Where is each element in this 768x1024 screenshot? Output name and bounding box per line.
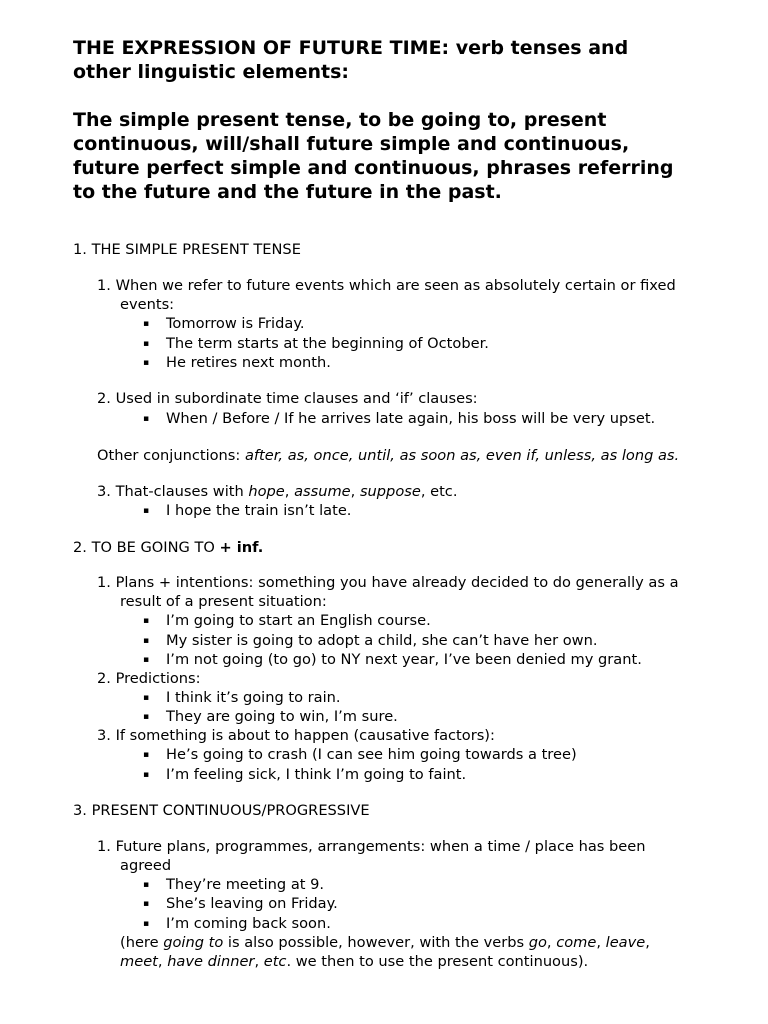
bullet-icon: ▪	[143, 919, 150, 929]
bullet-icon: ▪	[143, 655, 150, 665]
list-item: ▪ My sister is going to adopt a child, she can’t have her own.	[143, 632, 598, 649]
bullet-icon: ▪	[143, 616, 150, 626]
title-line-2: other linguistic elements:	[73, 61, 349, 83]
bullet-icon: ▪	[143, 880, 150, 890]
document-title	[73, 36, 753, 84]
section-3-item-1: 1. Future plans, programmes, arrangements: when a time / place has been	[97, 838, 646, 855]
subtitle-line-3: future perfect simple and continuous, phrases referring	[73, 157, 674, 179]
section-1-item-1: 1. When we refer to future events which are seen as absolutely certain or fixed	[97, 277, 676, 294]
list-item: ▪ I’m not going (to go) to NY next year, I’ve been denied my grant.	[143, 651, 642, 668]
section-1-heading: 1. THE SIMPLE PRESENT TENSE	[73, 241, 301, 258]
section-3-item-1-cont: agreed	[120, 857, 172, 874]
list-item: ▪ I think it’s going to rain.	[143, 689, 341, 706]
bullet-icon: ▪	[143, 636, 150, 646]
section-3-heading: 3. PRESENT CONTINUOUS/PROGRESSIVE	[73, 802, 370, 819]
bullet-icon: ▪	[143, 506, 150, 516]
section-3-note-line-2: meet, have dinner, etc. we then to use the present continuous).	[120, 953, 589, 970]
bullet-icon: ▪	[143, 339, 150, 349]
bullet-icon: ▪	[143, 693, 150, 703]
list-item: ▪ I’m coming back soon.	[143, 915, 331, 932]
section-1-item-2: 2. Used in subordinate time clauses and ‘if’ clauses:	[97, 390, 478, 407]
section-2-item-2: 2. Predictions:	[97, 670, 201, 687]
bullet-icon: ▪	[143, 770, 150, 780]
conjunctions-note: Other conjunctions: after, as, once, until, as soon as, even if, unless, as long as.	[97, 447, 680, 464]
subtitle-line-1: The simple present tense, to be going to, present	[73, 109, 607, 131]
bullet-icon: ▪	[143, 712, 150, 722]
subtitle-line-2: continuous, will/shall future simple and continuous,	[73, 133, 630, 155]
list-item: ▪ The term starts at the beginning of October.	[143, 335, 489, 352]
list-item: ▪ He’s going to crash (I can see him going towards a tree)	[143, 746, 577, 763]
section-2-item-1: 1. Plans + intentions: something you have already decided to do generally as a	[97, 574, 679, 591]
list-item: ▪ He retires next month.	[143, 354, 331, 371]
list-item: ▪ I’m feeling sick, I think I’m going to faint.	[143, 766, 467, 783]
section-2-item-3: 3. If something is about to happen (causative factors):	[97, 727, 495, 744]
list-item: ▪ They are going to win, I’m sure.	[143, 708, 398, 725]
list-item: ▪ I’m going to start an English course.	[143, 612, 431, 629]
section-1-item-3: 3. That-clauses with hope, assume, suppose, etc.	[97, 483, 458, 500]
document-subtitle	[73, 108, 753, 204]
bullet-icon: ▪	[143, 414, 150, 424]
list-item: ▪ When / Before / If he arrives late again, his boss will be very upset.	[143, 410, 656, 427]
section-1-item-1-cont: events:	[120, 296, 175, 313]
bullet-icon: ▪	[143, 750, 150, 760]
bullet-icon: ▪	[143, 358, 150, 368]
list-item: ▪ I hope the train isn’t late.	[143, 502, 352, 519]
title-line-1: THE EXPRESSION OF FUTURE TIME: verb tenses and	[73, 37, 629, 59]
subtitle-line-4: to the future and the future in the past.	[73, 181, 502, 203]
list-item: ▪ She’s leaving on Friday.	[143, 895, 338, 912]
bullet-icon: ▪	[143, 319, 150, 329]
list-item: ▪ They’re meeting at 9.	[143, 876, 325, 893]
section-2-item-1-cont: result of a present situation:	[120, 593, 327, 610]
section-2-heading: 2. TO BE GOING TO + inf.	[73, 539, 264, 556]
list-item: ▪ Tomorrow is Friday.	[143, 315, 305, 332]
section-3-note-line-1: (here going to is also possible, however, with the verbs go, come, leave,	[120, 934, 650, 951]
bullet-icon: ▪	[143, 899, 150, 909]
